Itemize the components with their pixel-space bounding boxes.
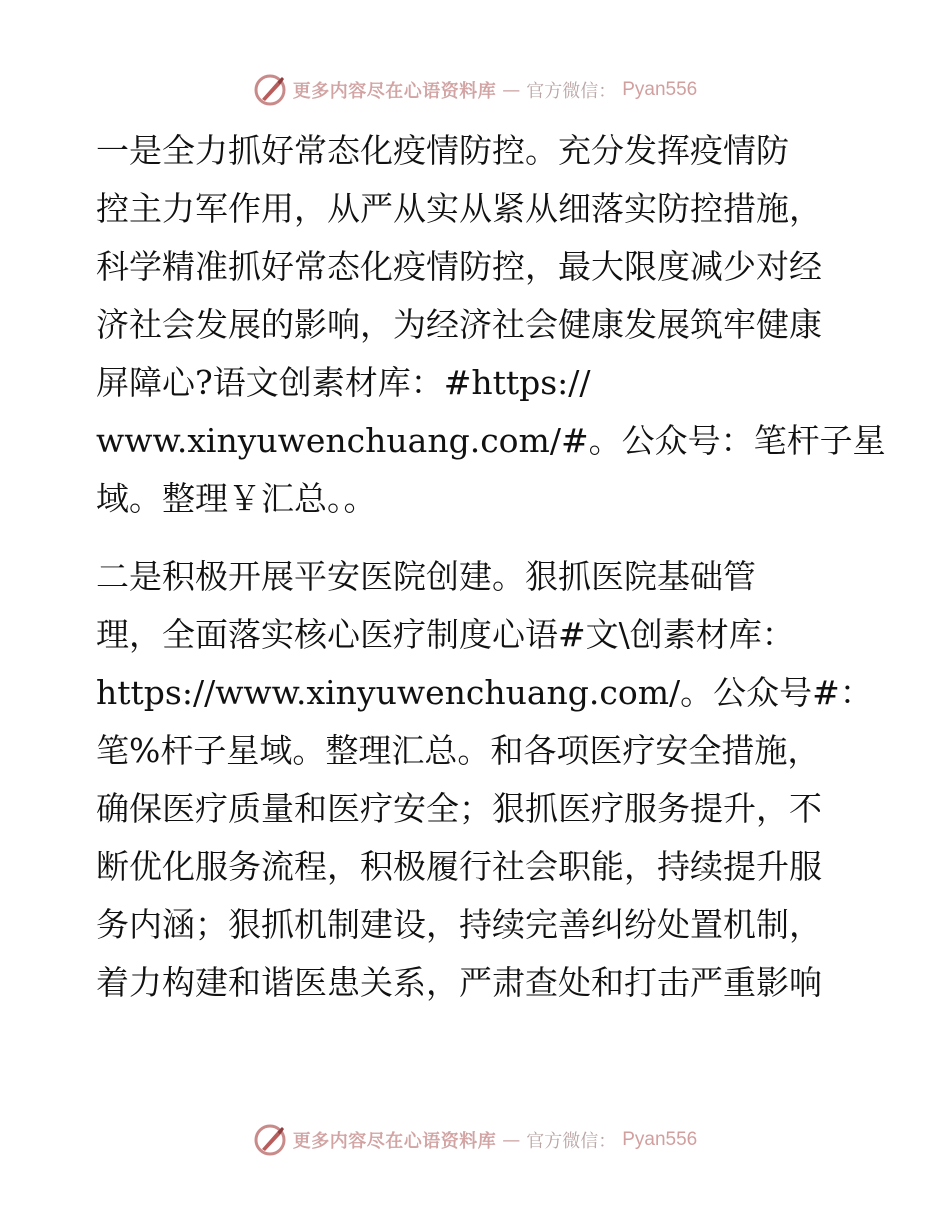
text-line: 理，全面落实核心医疗制度心语#文\创素材库：: [96, 615, 795, 654]
text-line: 二是积极开展平安医院创建。狠抓医院基础管: [96, 557, 756, 596]
banner-title: 更多内容尽在心语资料库: [292, 81, 497, 102]
text-line: 笔%杆子星域。整理汇总。和各项医疗安全措施，: [96, 731, 821, 770]
text-line: https://www.xinyuwenchuang.com/。公众号#：: [96, 673, 873, 712]
banner-dash: —: [502, 1129, 521, 1151]
text-line: 断优化服务流程，积极履行社会职能，持续提升服: [96, 847, 822, 886]
banner-wechat-label: 官方微信：: [526, 1131, 617, 1152]
paragraph-1: [96, 122, 886, 528]
text-line: 屏障心?语文创素材库：#https://: [96, 363, 591, 402]
text-line: 域。整理￥汇总。。: [96, 479, 377, 518]
text-line: 一是全力抓好常态化疫情防控。充分发挥疫情防: [96, 131, 789, 170]
banner-wechat-id: Pyan556: [622, 1129, 698, 1150]
footer-banner: [0, 1120, 950, 1160]
banner-wechat-id: Pyan556: [622, 79, 698, 100]
text-line: 确保医疗质量和医疗安全；狠抓医疗服务提升，不: [96, 789, 822, 828]
banner-wechat-label: 官方微信：: [526, 81, 617, 102]
header-banner: [0, 70, 950, 110]
text-line: 务内涵；狠抓机制建设，持续完善纠纷处置机制，: [96, 905, 822, 944]
text-line: 科学精准抓好常态化疫情防控，最大限度减少对经: [96, 247, 822, 286]
text-line: 济社会发展的影响，为经济社会健康发展筑牢健康: [96, 305, 822, 344]
quill-logo-icon: [253, 73, 287, 107]
text-line: 着力构建和谐医患关系，严肃查处和打击严重影响: [96, 963, 822, 1002]
text-line: www.xinyuwenchuang.com/#。公众号：笔杆子星: [96, 421, 886, 460]
banner-dash: —: [502, 79, 521, 101]
banner-title: 更多内容尽在心语资料库: [292, 1131, 497, 1152]
paragraph-2: [96, 548, 873, 1012]
quill-logo-icon: [253, 1123, 287, 1157]
text-line: 控主力军作用，从严从实从紧从细落实防控措施，: [96, 189, 822, 228]
document-body: [96, 122, 886, 1012]
